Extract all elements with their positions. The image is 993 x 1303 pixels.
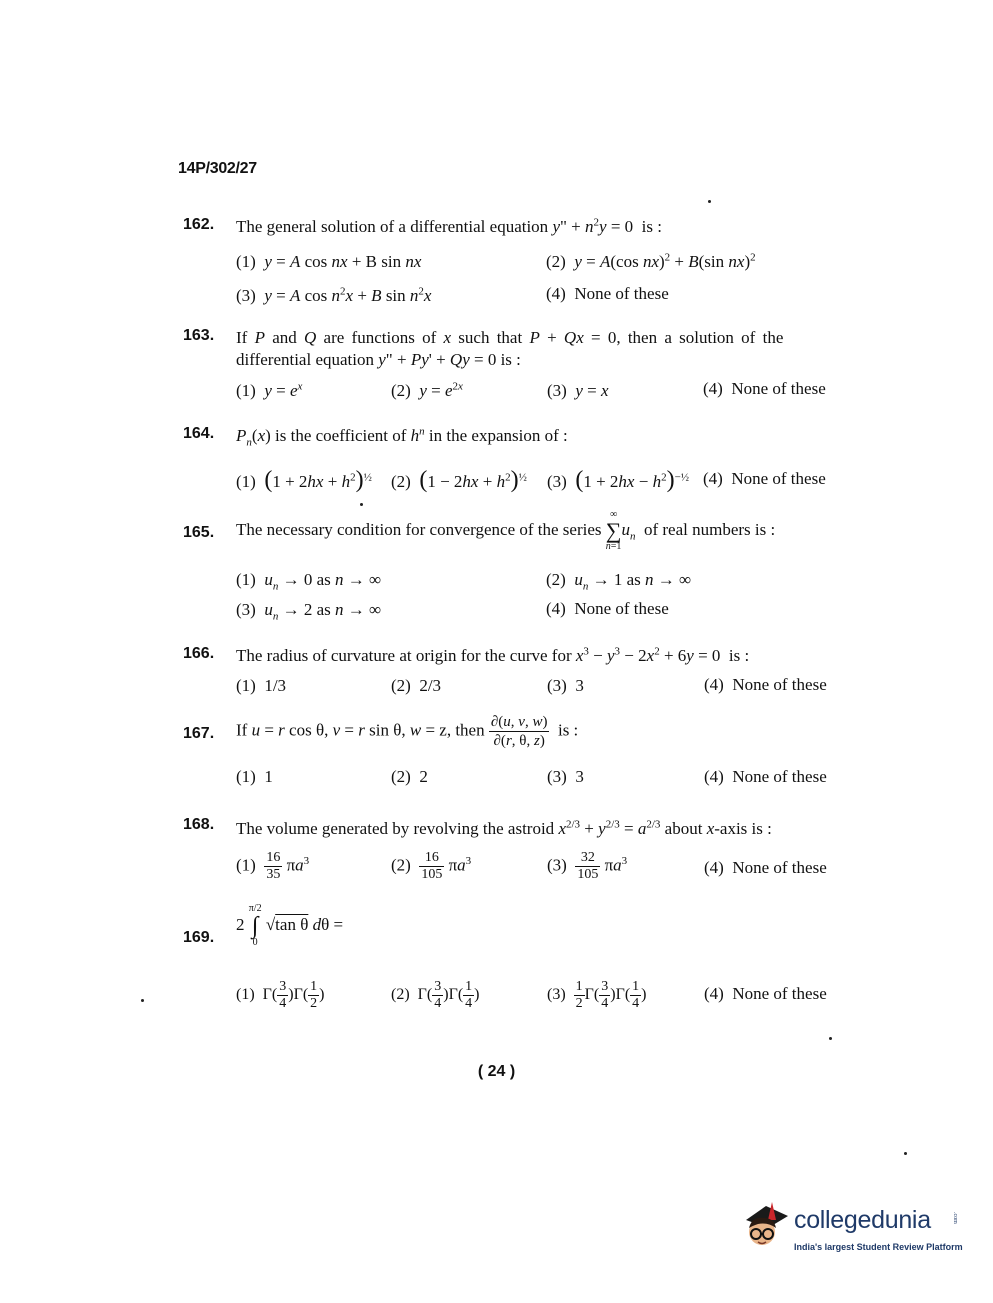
option-4: (4) None of these [546, 284, 669, 303]
option-1: (1) 1 [236, 767, 273, 786]
collegedunia-logo [738, 1198, 963, 1258]
option-2: (2) y = A(cos nx)$^2$ + B(sin nx)$^2$ [546, 251, 756, 271]
option-4: (4) None of these [703, 469, 826, 488]
brand-suffix: .com [952, 1212, 958, 1224]
option-4: (4) None of these [704, 767, 827, 786]
option-1: (1) $\frac{16}{35}$ $\pi a^3$ [236, 850, 310, 882]
option-4: (4) None of these [704, 984, 827, 1003]
speck [904, 1152, 907, 1155]
question-text: If P and Q are functions of x such that P + Qx = 0, then a solution of the differential equation y" + Py' + Qy = 0 is : [236, 328, 784, 369]
paper-code: 14P/302/27 [178, 160, 257, 177]
option-4: (4) None of these [704, 675, 827, 694]
option-2: (2) 2 [391, 767, 428, 786]
option-4: (4) None of these [546, 599, 669, 618]
question-text: The volume generated by revolving the astroid $x^{2/3} + y^{2/3} = a^{2/3}$ about x-axis is : [236, 818, 772, 838]
option-1: (1) 1/3 [236, 676, 287, 695]
question-text: The general solution of a differential equation y" + $n^2y = 0$ is : [236, 216, 662, 236]
option-1: (1) $(1 + 2hx + h^2)^{\frac{1}{2}}$ [236, 467, 372, 493]
question-number: 164. [183, 425, 215, 442]
option-3: (3) $(1 + 2hx - h^2)^{-\frac{1}{2}}$ [547, 467, 690, 493]
question-text: 2 π/2 ∫ 0 √tan θ dθ = [236, 903, 344, 948]
question-number: 167. [183, 725, 215, 742]
speck [360, 503, 363, 506]
question-number: 162. [183, 216, 215, 233]
question-text: The radius of curvature at origin for the curve for $x^3 - y^3 - 2x^2 + 6y = 0$ is : [236, 645, 750, 665]
option-2: (2) $\frac{16}{105}$ $\pi a^3$ [391, 850, 472, 882]
question-number: 165. [183, 524, 215, 541]
option-3: (3) $\frac{1}{2}$ Γ( $\frac{3}{4}$ )Γ( $\frac{1}{4}$ ) [547, 979, 647, 1011]
brand-tagline: India's largest Student Review Platform [794, 1242, 963, 1252]
option-1: (1) $u_n \to 0$ as n → ∞ [236, 570, 382, 593]
option-3: (3) $\frac{32}{105}$ $\pi a^3$ [547, 850, 628, 882]
question-number: 163. [183, 327, 215, 344]
question-number: 169. [183, 929, 215, 946]
question-number: 168. [183, 816, 215, 833]
option-3: (3) $u_n \to 2$ as n → ∞ [236, 600, 382, 623]
option-2: (2) $(1 - 2hx + h^2)^{\frac{1}{2}}$ [391, 467, 527, 493]
option-3: (3) y = x [547, 381, 609, 400]
mascot-icon [738, 1198, 794, 1258]
option-1: (1) $y = e^x$ [236, 380, 303, 400]
speck [141, 999, 144, 1002]
page-number: ( 24 ) [477, 1063, 516, 1080]
option-1: (1) y = A cos nx + B sin nx [236, 252, 422, 271]
option-3: (3) y = A $\cos n^2x + B$ $\sin n^2x$ [236, 285, 432, 305]
option-1: (1) Γ( $\frac{3}{4}$ )Γ( $\frac{1}{2}$ ) [236, 979, 325, 1011]
option-3: (3) 3 [547, 676, 584, 695]
brand-name: collegedunia [794, 1206, 931, 1234]
option-2: (2) Γ( $\frac{3}{4}$ )Γ( $\frac{1}{4}$ ) [391, 979, 480, 1011]
option-2: (2) $y = e^{2x}$ [391, 380, 463, 400]
question-text: $P_n(x)$ is the coefficient of $h^n$ in the expansion of : [236, 425, 568, 449]
question-text: If u = r cos θ, v = r sin θ, w = z, then $\frac{\partial(u, v, w)}{\partial(r, \theta, z)}$ is : [236, 714, 579, 749]
option-4: (4) None of these [704, 858, 827, 877]
speck [829, 1037, 832, 1040]
question-number: 166. [183, 645, 215, 662]
option-2: (2) 2/3 [391, 676, 442, 695]
option-2: (2) $u_n \to 1$ as n → ∞ [546, 570, 692, 593]
speck [708, 200, 711, 203]
option-3: (3) 3 [547, 767, 584, 786]
option-4: (4) None of these [703, 379, 826, 398]
question-text: The necessary condition for convergence of the series ∞ ∑ n=1 $u_n$ of real numbers is : [236, 509, 776, 552]
